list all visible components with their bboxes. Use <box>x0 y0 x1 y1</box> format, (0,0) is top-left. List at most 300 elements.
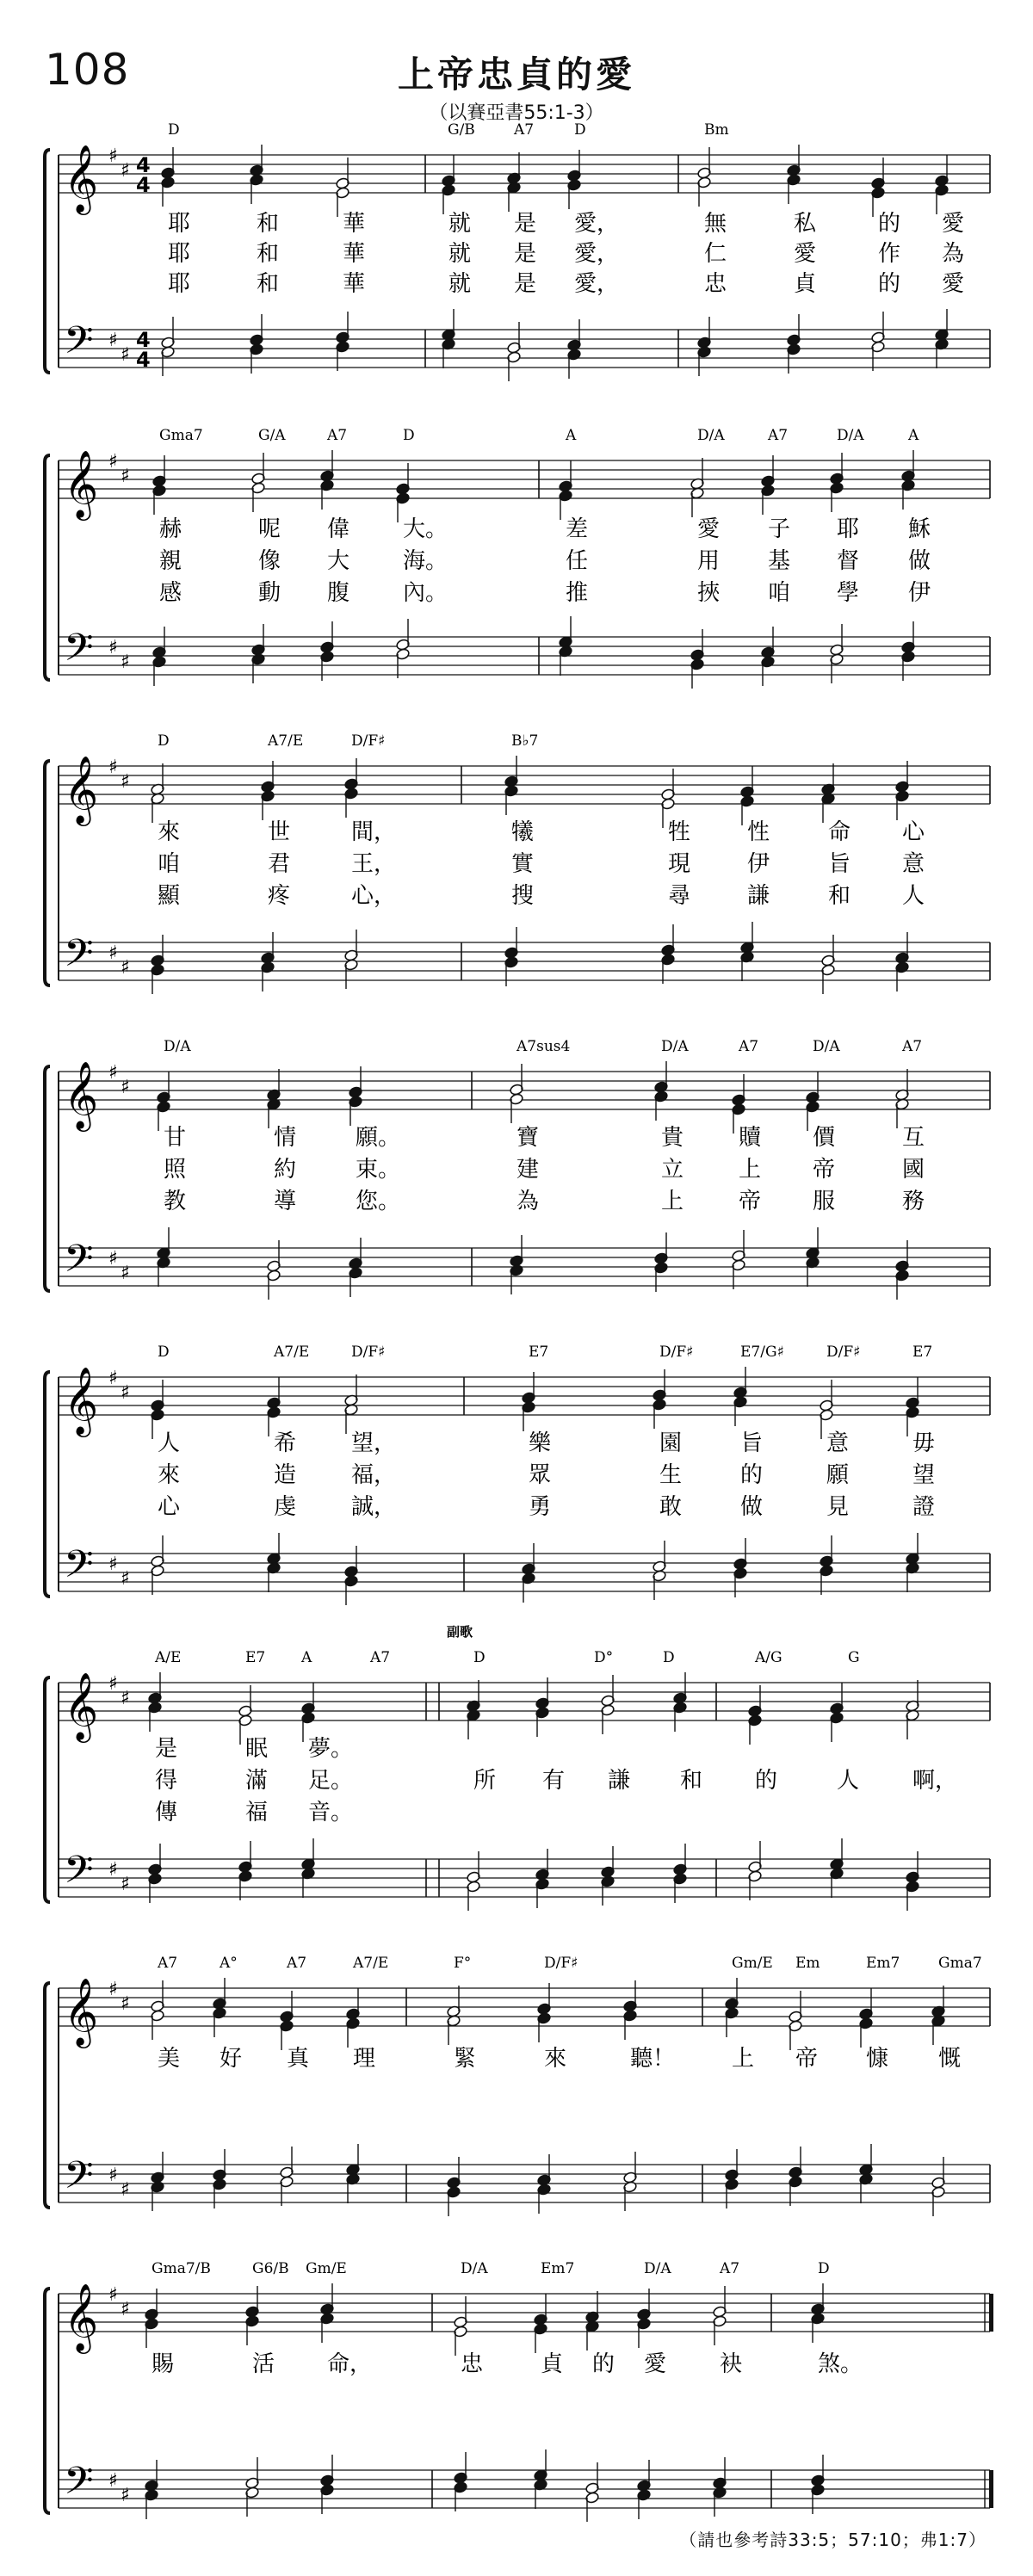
chord-symbol: A7 <box>720 2260 740 2277</box>
lyric-syllable: 尋 <box>668 883 691 909</box>
lyric-syllable: 挾 <box>697 580 721 606</box>
lyric-syllable: 子 <box>768 516 791 542</box>
lyric-syllable: 國 <box>902 1157 925 1183</box>
lyric-syllable: 和 <box>257 211 280 237</box>
treble-staff-4 <box>59 1061 990 1134</box>
system-bracket <box>45 1983 50 2208</box>
lyric-syllable: 虔 <box>274 1494 297 1520</box>
final-barline-thick <box>989 2294 993 2332</box>
lyric-syllable: 顯 <box>158 883 181 909</box>
lyric-syllable: 基 <box>768 548 791 574</box>
lyric-syllable: 差 <box>566 516 589 542</box>
lyric-syllable: 的 <box>878 271 901 297</box>
treble-staff-7 <box>59 1978 990 2050</box>
treble-staff-1 <box>59 145 990 217</box>
lyric-syllable: 華 <box>343 271 366 297</box>
lyric-syllable: 足。 <box>308 1768 354 1794</box>
lyric-syllable: 敢 <box>659 1494 683 1520</box>
lyric-syllable: 啊， <box>912 1768 958 1794</box>
lyric-syllable: 無 <box>704 211 727 237</box>
lyric-syllable: 任 <box>566 548 589 574</box>
treble-clef-icon: 𝄞 <box>64 1061 99 1129</box>
lyric-syllable: 建 <box>516 1157 540 1183</box>
lyric-syllable: 賜 <box>152 2351 175 2377</box>
lyric-syllable: 願 <box>826 1462 850 1488</box>
sharp-icon: ♯ <box>121 344 130 366</box>
bass-clef-icon: 𝄢 <box>64 2153 94 2207</box>
lyric-syllable: 現 <box>668 851 691 877</box>
sharp-icon: ♯ <box>121 1874 130 1895</box>
lyric-syllable: 福， <box>351 1462 397 1488</box>
sharp-icon: ♯ <box>121 1382 130 1404</box>
lyric-syllable: 贖 <box>739 1125 762 1151</box>
lyric-syllable: 像 <box>258 548 281 574</box>
lyric-syllable: 王， <box>351 851 397 877</box>
chord-symbol: Em7 <box>866 1955 900 1972</box>
lyric-syllable: 學 <box>837 580 860 606</box>
chord-symbol: D/A <box>461 2260 488 2277</box>
lyric-syllable: 來 <box>158 819 181 845</box>
lyric-syllable: 美 <box>158 2046 181 2072</box>
sharp-icon: ♯ <box>108 757 118 778</box>
chord-symbol: A/E <box>155 1649 182 1666</box>
chord-symbol: D/F♯ <box>544 1955 578 1972</box>
lyric-syllable: 疼 <box>268 883 291 909</box>
lyric-syllable: 毋 <box>912 1430 936 1456</box>
lyric-syllable: 見 <box>826 1494 850 1520</box>
sharp-icon: ♯ <box>108 637 118 658</box>
lyric-syllable: 耶 <box>168 241 191 267</box>
system-bracket <box>45 2289 50 2513</box>
lyric-syllable: 就 <box>448 211 472 237</box>
lyric-syllable: 證 <box>912 1494 936 1520</box>
lyric-syllable: 樂 <box>529 1430 552 1456</box>
lyric-syllable: 勇 <box>529 1494 552 1520</box>
lyric-syllable: 上 <box>739 1157 762 1183</box>
chord-symbol: Em7 <box>541 2260 575 2277</box>
lyric-syllable: 袂 <box>720 2351 743 2377</box>
lyric-syllable: 所 <box>473 1768 497 1794</box>
lyric-syllable: 大 <box>327 548 350 574</box>
treble-clef-icon: 𝄞 <box>64 756 99 824</box>
lyric-syllable: 來 <box>158 1462 181 1488</box>
bass-staff-8 <box>59 2449 990 2522</box>
lyric-syllable: 慨 <box>938 2046 962 2072</box>
sharp-icon: ♯ <box>121 2299 130 2320</box>
lyric-syllable: 咱 <box>768 580 791 606</box>
bass-staff-2 <box>59 616 990 689</box>
system-7 <box>45 1955 990 2216</box>
hymn-title: 上帝忠貞的愛 <box>397 53 635 96</box>
lyric-syllable: 眾 <box>529 1462 552 1488</box>
lyric-syllable: 您。 <box>356 1189 401 1214</box>
lyric-syllable: 願。 <box>356 1125 401 1151</box>
chord-symbol: E7 <box>245 1649 266 1666</box>
chord-symbol: A7/E <box>353 1955 389 1972</box>
lyric-syllable: 為 <box>516 1189 540 1214</box>
lyric-syllable: 私 <box>794 211 817 237</box>
lyric-syllable: 造 <box>274 1462 297 1488</box>
lyric-syllable: 服 <box>813 1189 836 1214</box>
lyric-syllable: 大。 <box>403 516 448 542</box>
treble-staff-8 <box>59 2283 990 2356</box>
chord-symbol: D/F♯ <box>659 1344 694 1361</box>
system-bracket <box>45 1066 50 1291</box>
lyric-syllable: 仁 <box>704 241 727 267</box>
lyric-syllable: 人 <box>837 1768 860 1794</box>
lyric-syllable: 命 <box>828 819 851 845</box>
bass-clef-icon: 𝄢 <box>64 2458 94 2512</box>
sharp-icon: ♯ <box>108 1062 118 1084</box>
chord-symbol: A7 <box>902 1038 923 1055</box>
chord-symbol: D/F♯ <box>351 732 386 750</box>
scripture-reference: （以賽亞書55:1-3） <box>429 102 604 124</box>
sharp-icon: ♯ <box>121 1568 130 1590</box>
lyric-syllable: 做 <box>740 1494 764 1520</box>
bass-staff-7 <box>59 2144 990 2216</box>
lyric-syllable: 心， <box>351 883 397 909</box>
lyric-syllable: 實 <box>511 851 535 877</box>
lyric-syllable: 理 <box>353 2046 376 2072</box>
sharp-icon: ♯ <box>121 1688 130 1709</box>
system-3 <box>45 732 990 994</box>
bass-clef-icon: 𝄢 <box>64 625 94 679</box>
chord-symbol: A7/E <box>274 1344 310 1361</box>
sharp-icon: ♯ <box>108 1673 118 1695</box>
sharp-icon: ♯ <box>121 2485 130 2506</box>
lyric-syllable: 命， <box>327 2351 373 2377</box>
sharp-icon: ♯ <box>121 652 130 673</box>
lyric-syllable: 傳 <box>155 1800 178 1825</box>
lyric-syllable: 導 <box>274 1189 297 1214</box>
lyric-syllable: 耶 <box>168 271 191 297</box>
chord-symbol: A7 <box>768 427 789 444</box>
lyric-syllable: 華 <box>343 241 366 267</box>
sharp-icon: ♯ <box>108 942 118 964</box>
sharp-icon: ♯ <box>108 2165 118 2186</box>
chord-symbol: G/A <box>258 427 286 444</box>
lyric-syllable: 的 <box>878 211 901 237</box>
lyric-syllable: 希 <box>274 1430 297 1456</box>
lyric-syllable: 和 <box>257 271 280 297</box>
treble-clef-icon: 𝄞 <box>64 450 99 518</box>
sharp-icon: ♯ <box>121 466 130 487</box>
lyric-syllable: 的 <box>592 2351 615 2377</box>
system-bracket <box>45 150 50 373</box>
lyric-syllable: 穌 <box>908 516 931 542</box>
lyric-syllable: 聽！ <box>630 2046 676 2072</box>
lyric-syllable: 務 <box>902 1189 925 1214</box>
chord-symbol: A7 <box>514 121 535 139</box>
time-signature-bottom: 4 <box>136 173 151 197</box>
lyric-syllable: 偉 <box>327 516 350 542</box>
sharp-icon: ♯ <box>121 771 130 793</box>
treble-staff-6 <box>59 1672 990 1745</box>
lyric-syllable: 赫 <box>159 516 182 542</box>
treble-staff-2 <box>59 450 990 522</box>
lyric-syllable: 就 <box>448 241 472 267</box>
lyric-syllable: 貞 <box>794 271 817 297</box>
lyric-syllable: 耶 <box>168 211 191 237</box>
chord-symbol: A7 <box>287 1955 307 1972</box>
lyric-syllable: 內。 <box>403 580 448 606</box>
time-signature-bottom: 4 <box>136 348 151 372</box>
lyric-syllable: 人 <box>902 883 925 909</box>
chord-symbol: D <box>158 1344 170 1361</box>
lyric-syllable: 是 <box>514 211 537 237</box>
chord-symbol: A° <box>220 1955 238 1972</box>
lyric-syllable: 和 <box>680 1768 703 1794</box>
chord-symbol: D <box>473 1649 486 1666</box>
lyric-syllable: 作 <box>878 241 901 267</box>
treble-clef-icon: 𝄞 <box>64 1672 99 1740</box>
chord-symbol: A7 <box>327 427 348 444</box>
chord-symbol: Bm <box>704 121 729 139</box>
sharp-icon: ♯ <box>108 1554 118 1575</box>
lyric-syllable: 親 <box>159 548 182 574</box>
sharp-icon: ♯ <box>121 1077 130 1098</box>
chord-symbol: B♭7 <box>511 732 539 750</box>
lyric-syllable: 咱 <box>158 851 181 877</box>
sharp-icon: ♯ <box>108 2470 118 2492</box>
lyric-syllable: 好 <box>220 2046 243 2072</box>
sharp-icon: ♯ <box>108 451 118 473</box>
lyric-syllable: 伊 <box>908 580 931 606</box>
system-6 <box>45 1624 990 1911</box>
time-signature-top: 4 <box>136 328 151 352</box>
lyric-syllable: 是 <box>514 241 537 267</box>
chord-symbol: D/A <box>813 1038 840 1055</box>
lyric-syllable: 立 <box>661 1157 684 1183</box>
lyric-syllable: 和 <box>828 883 851 909</box>
chord-symbol: A7/E <box>268 732 304 750</box>
lyric-syllable: 做 <box>908 548 931 574</box>
chord-symbol: D° <box>594 1649 614 1666</box>
chord-symbol: E7 <box>529 1344 549 1361</box>
chord-symbol: G <box>848 1649 860 1666</box>
sharp-icon: ♯ <box>108 1859 118 1881</box>
system-8 <box>45 2260 993 2522</box>
chord-symbol: E7 <box>912 1344 933 1361</box>
lyric-syllable: 誠， <box>351 1494 397 1520</box>
chord-symbol: D/A <box>164 1038 191 1055</box>
lyric-syllable: 謙 <box>608 1768 631 1794</box>
lyric-syllable: 感 <box>159 580 182 606</box>
lyric-syllable: 意 <box>902 851 925 877</box>
lyric-syllable: 約 <box>274 1157 297 1183</box>
sharp-icon: ♯ <box>108 145 118 167</box>
lyric-syllable: 忠 <box>704 271 727 297</box>
lyric-syllable: 教 <box>164 1189 187 1214</box>
lyric-syllable: 督 <box>837 548 860 574</box>
lyric-syllable: 腹 <box>327 580 350 606</box>
treble-clef-icon: 𝄞 <box>64 145 99 213</box>
bass-staff-1 <box>59 309 990 381</box>
bass-clef-icon: 𝄢 <box>64 1541 94 1596</box>
system-bracket <box>45 1677 50 1902</box>
lyric-syllable: 愛， <box>574 211 620 237</box>
lyric-syllable: 愛 <box>644 2351 667 2377</box>
lyric-syllable: 旨 <box>740 1430 764 1456</box>
lyric-syllable: 寶 <box>516 1125 540 1151</box>
chord-symbol: F° <box>454 1955 472 1972</box>
chord-symbol: D <box>158 732 170 750</box>
lyric-syllable: 忠 <box>461 2351 484 2377</box>
lyric-syllable: 帝 <box>813 1157 836 1183</box>
lyric-syllable: 動 <box>258 580 281 606</box>
lyric-syllable: 福 <box>245 1800 269 1825</box>
lyric-syllable: 互 <box>902 1125 925 1151</box>
bass-staff-5 <box>59 1533 990 1605</box>
bass-staff-3 <box>59 922 990 994</box>
lyric-syllable: 音。 <box>308 1800 354 1825</box>
lyric-syllable: 意 <box>826 1430 850 1456</box>
system-5 <box>45 1344 990 1605</box>
lyric-syllable: 上 <box>732 2046 755 2072</box>
lyric-syllable: 夢。 <box>308 1736 354 1762</box>
lyric-syllable: 愛 <box>794 241 817 267</box>
system-bracket <box>45 455 50 680</box>
bass-clef-icon: 𝄢 <box>64 930 94 985</box>
lyric-syllable: 束。 <box>356 1157 401 1183</box>
lyric-syllable: 犧 <box>511 819 535 845</box>
lyric-syllable: 人 <box>158 1430 181 1456</box>
bass-staff-4 <box>59 1227 990 1300</box>
sharp-icon: ♯ <box>108 1248 118 1269</box>
lyric-syllable: 牲 <box>668 819 691 845</box>
sharp-icon: ♯ <box>108 1979 118 2000</box>
lyric-syllable: 愛 <box>942 271 965 297</box>
treble-staff-3 <box>59 756 990 828</box>
lyric-syllable: 貴 <box>661 1125 684 1151</box>
lyric-syllable: 性 <box>747 819 770 845</box>
lyric-syllable: 推 <box>566 580 589 606</box>
chord-symbol: A <box>301 1649 312 1666</box>
footnote-references: （請也參考詩33:5；57:10；弗1:7） <box>679 2530 987 2550</box>
final-barline-thick <box>989 2470 993 2508</box>
bass-clef-icon: 𝄢 <box>64 318 94 372</box>
lyric-syllable: 伊 <box>747 851 770 877</box>
lyric-syllable: 華 <box>343 211 366 237</box>
lyric-syllable: 緊 <box>454 2046 477 2072</box>
bass-clef-icon: 𝄢 <box>64 1847 94 1901</box>
sharp-icon: ♯ <box>121 1993 130 2015</box>
chord-symbol: A <box>566 427 577 444</box>
lyric-syllable: 為 <box>942 241 965 267</box>
system-bracket <box>45 1372 50 1597</box>
chord-symbol: D/A <box>661 1038 689 1055</box>
sharp-icon: ♯ <box>121 1263 130 1284</box>
chord-symbol: D <box>403 427 415 444</box>
chord-symbol: A7sus4 <box>516 1038 571 1055</box>
lyric-syllable: 甘 <box>164 1125 187 1151</box>
lyric-syllable: 就 <box>448 271 472 297</box>
lyric-syllable: 價 <box>813 1125 836 1151</box>
chord-symbol: G/B <box>448 121 475 139</box>
chord-symbol: Gm/E <box>732 1955 773 1972</box>
time-signature-top: 4 <box>136 153 151 177</box>
chord-symbol: Gma7 <box>938 1955 982 1972</box>
lyric-syllable: 愛， <box>574 271 620 297</box>
lyric-syllable: 世 <box>268 819 291 845</box>
lyric-syllable: 心 <box>158 1494 181 1520</box>
chord-symbol: D <box>663 1649 675 1666</box>
treble-clef-icon: 𝄞 <box>64 2283 99 2351</box>
chord-symbol: Gma7/B <box>152 2260 211 2277</box>
sharp-icon: ♯ <box>121 957 130 979</box>
refrain-label: 副歌 <box>447 1624 473 1640</box>
sharp-icon: ♯ <box>108 2284 118 2306</box>
chord-symbol: D/A <box>697 427 725 444</box>
lyric-syllable: 情 <box>274 1125 297 1151</box>
chord-symbol: Gm/E <box>306 2260 347 2277</box>
treble-staff-5 <box>59 1367 990 1439</box>
lyric-syllable: 心 <box>902 819 925 845</box>
chord-symbol: D/F♯ <box>351 1344 386 1361</box>
bass-clef-icon: 𝄢 <box>64 1236 94 1290</box>
lyric-syllable: 耶 <box>837 516 860 542</box>
hymn-number: 108 <box>45 45 130 95</box>
lyric-syllable: 煞。 <box>818 2351 863 2377</box>
sharp-icon: ♯ <box>108 330 118 351</box>
lyric-syllable: 慷 <box>866 2046 889 2072</box>
lyric-syllable: 愛， <box>574 241 620 267</box>
chord-symbol: A/G <box>755 1649 782 1666</box>
chord-symbol: G6/B <box>252 2260 289 2277</box>
lyric-syllable: 望 <box>912 1462 936 1488</box>
lyric-syllable: 愛 <box>697 516 721 542</box>
lyric-syllable: 活 <box>252 2351 275 2377</box>
chord-symbol: A7 <box>158 1955 178 1972</box>
lyric-syllable: 呢 <box>258 516 281 542</box>
lyric-syllable: 用 <box>697 548 721 574</box>
lyric-syllable: 照 <box>164 1157 187 1183</box>
system-4 <box>45 1038 990 1300</box>
sharp-icon: ♯ <box>121 160 130 182</box>
lyric-syllable: 得 <box>155 1768 178 1794</box>
chord-symbol: D/A <box>644 2260 671 2277</box>
lyric-syllable: 眠 <box>245 1736 269 1762</box>
chord-symbol: Gma7 <box>159 427 203 444</box>
chord-symbol: D/F♯ <box>826 1344 861 1361</box>
lyric-syllable: 滿 <box>245 1768 269 1794</box>
sharp-icon: ♯ <box>108 1368 118 1389</box>
lyric-syllable: 上 <box>661 1189 684 1214</box>
lyric-syllable: 愛 <box>942 211 965 237</box>
lyric-syllable: 的 <box>755 1768 778 1794</box>
treble-clef-icon: 𝄞 <box>64 1978 99 2046</box>
chord-symbol: A <box>908 427 919 444</box>
lyric-syllable: 海。 <box>403 548 448 574</box>
lyric-syllable: 貞 <box>541 2351 564 2377</box>
lyric-syllable: 來 <box>544 2046 567 2072</box>
chord-symbol: E7/G♯ <box>740 1344 784 1361</box>
lyric-syllable: 有 <box>542 1768 566 1794</box>
lyric-syllable: 和 <box>257 241 280 267</box>
lyric-syllable: 生 <box>659 1462 683 1488</box>
lyric-syllable: 真 <box>287 2046 310 2072</box>
system-2 <box>45 427 990 689</box>
lyric-syllable: 望， <box>351 1430 397 1456</box>
lyric-syllable: 的 <box>740 1462 764 1488</box>
lyric-syllable: 帝 <box>739 1189 762 1214</box>
lyric-syllable: 帝 <box>795 2046 819 2072</box>
lyric-syllable: 旨 <box>828 851 851 877</box>
lyric-syllable: 是 <box>514 271 537 297</box>
treble-clef-icon: 𝄞 <box>64 1367 99 1435</box>
chord-symbol: D <box>574 121 586 139</box>
lyric-syllable: 搜 <box>511 883 535 909</box>
